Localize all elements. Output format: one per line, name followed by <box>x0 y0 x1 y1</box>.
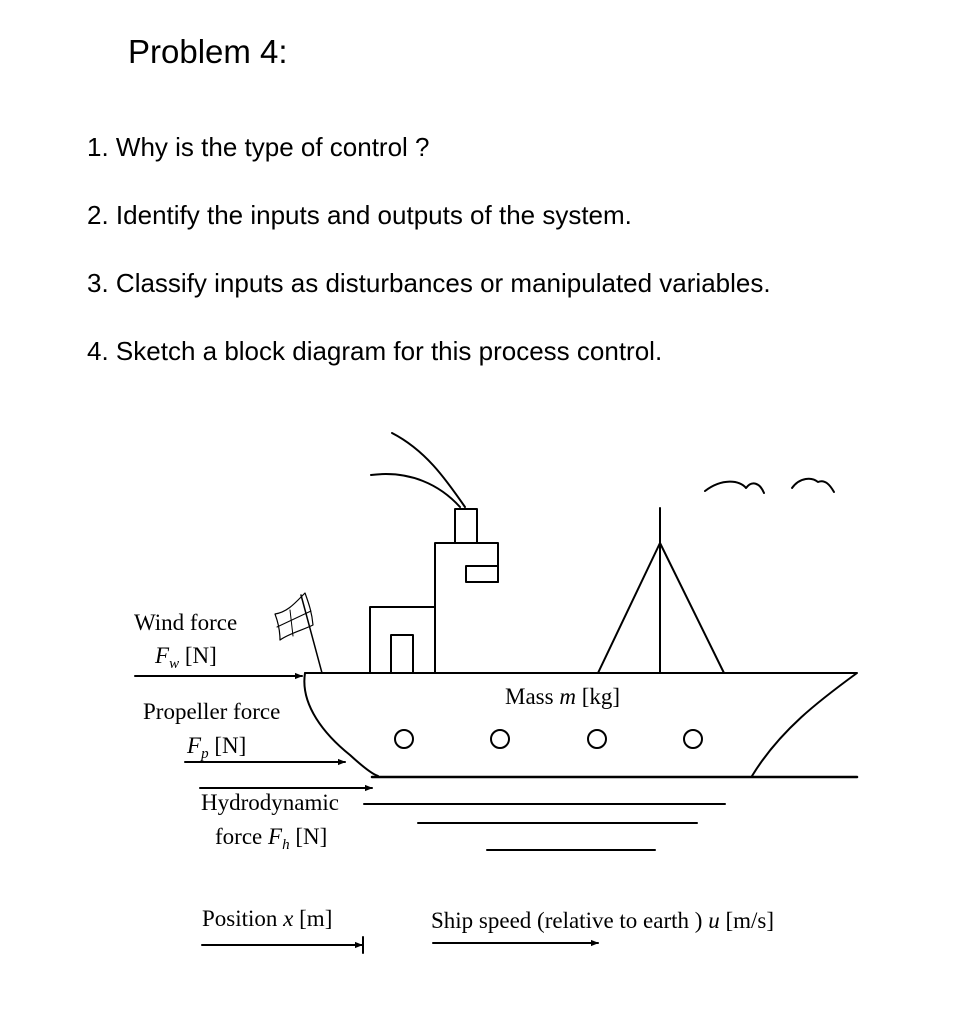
question-text: Sketch a block diagram for this process control. <box>115 336 663 366</box>
problem-title: Problem 4: <box>128 33 288 70</box>
ship-speed-label: Ship speed (relative to earth ) u [m/s] <box>431 908 774 933</box>
flag-icon <box>275 593 322 673</box>
mast <box>598 508 724 673</box>
propeller-force-symbol: $F_p$ [N] <box>187 733 247 762</box>
question-text: Why is the type of control ? <box>115 132 430 162</box>
superstructure <box>370 509 498 673</box>
smoke-icon <box>371 433 465 507</box>
birds-icon <box>705 479 834 493</box>
propeller-force-label: Propeller force <box>143 699 281 724</box>
question-text: Identify the inputs and outputs of the system. <box>115 200 632 230</box>
wind-force-label: Wind force <box>134 610 238 635</box>
mass-label: Mass m [kg] <box>505 684 621 709</box>
wind-force-symbol: $F_w$ [N] <box>155 643 217 672</box>
question-number: 1. <box>87 132 109 162</box>
question-text: Classify inputs as disturbances or manipulated variables. <box>115 268 771 298</box>
hydro-force-symbol: force $F_h$ [N] <box>215 824 328 853</box>
hydro-force-label: Hydrodynamic <box>201 790 339 815</box>
question-number: 4. <box>87 336 109 366</box>
question-number: 2. <box>87 200 109 230</box>
question-number: 3. <box>87 268 109 298</box>
position-label: Position x [m] <box>202 906 333 931</box>
water-lines <box>372 777 857 850</box>
